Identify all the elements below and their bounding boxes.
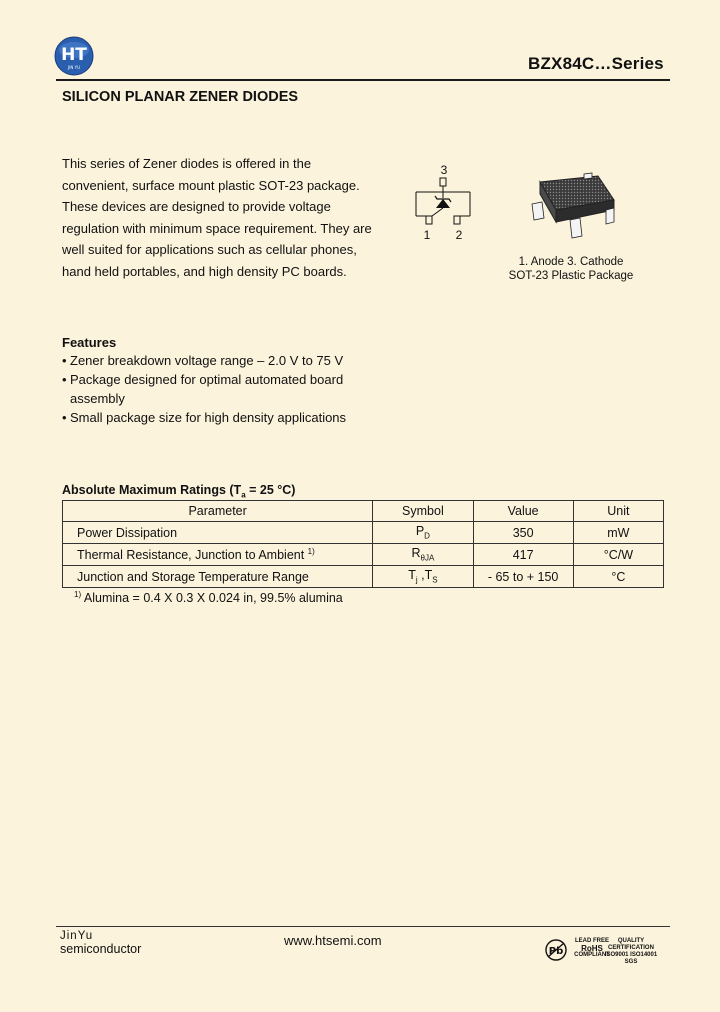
svg-text:Pb: Pb xyxy=(548,946,564,957)
parameter-cell xyxy=(63,522,373,544)
value-cell: 417 xyxy=(473,544,573,566)
unit-cell: °C/W xyxy=(573,544,663,566)
cert-text: QUALITY xyxy=(617,938,645,944)
parameter-cell xyxy=(63,544,373,566)
cert-text: COMPLIANT xyxy=(574,952,610,958)
ratings-heading-sub: a xyxy=(241,490,246,500)
pinout-schematic xyxy=(412,160,476,246)
zener-diode-symbol xyxy=(432,192,451,216)
table-row xyxy=(63,522,664,544)
symbol-text: P xyxy=(415,524,425,539)
footer-divider xyxy=(56,926,670,927)
parameter-cell xyxy=(63,566,373,588)
series-title: BZX84C…Series xyxy=(528,54,664,73)
ratings-table xyxy=(62,500,664,588)
pin-label-1: 1 xyxy=(423,228,431,242)
intro-line: hand held portables, and high density PC boards. xyxy=(62,263,347,279)
cert-text: ISO9001 ISO14001 xyxy=(604,952,658,958)
quality-certification xyxy=(598,938,664,966)
feature-text: Small package size for high density applications xyxy=(70,410,347,425)
symbol-text: ,T xyxy=(417,568,433,583)
website-link[interactable]: www.htsemi.com xyxy=(284,933,382,948)
ratings-heading-prefix: Absolute Maximum Ratings (T xyxy=(62,483,242,497)
intro-paragraph xyxy=(62,153,392,283)
ratings-heading xyxy=(62,483,295,500)
intro-line: This series of Zener diodes is offered in the xyxy=(62,156,312,171)
ratings-heading-suffix: = 25 °C) xyxy=(245,483,296,497)
package-caption xyxy=(488,255,654,283)
parameter-text: Thermal Resistance, Junction to Ambient xyxy=(77,548,308,563)
features-list xyxy=(62,351,402,427)
symbol-cell xyxy=(373,566,473,588)
parameter-text: Power Dissipation xyxy=(77,525,178,540)
feature-item xyxy=(62,370,402,408)
bullet: • xyxy=(62,410,67,425)
intro-line: well suited for applications such as cellular phones, xyxy=(62,242,357,258)
unit-cell: mW xyxy=(573,522,663,544)
document-title: SILICON PLANAR ZENER DIODES xyxy=(62,89,299,105)
table-row xyxy=(63,566,664,588)
company-name: JinYu xyxy=(60,930,94,942)
header-symbol: Symbol xyxy=(373,501,473,522)
table-header-row xyxy=(63,501,664,522)
cert-text: LEAD FREE xyxy=(574,938,609,944)
intro-line: regulation with minimum space requirement. They are xyxy=(62,220,372,236)
intro-line: These devices are designed to provide voltage xyxy=(62,199,331,215)
logo-text: HT xyxy=(61,45,87,65)
feature-item xyxy=(62,351,402,370)
table-row xyxy=(63,544,664,566)
header-parameter: Parameter xyxy=(63,501,373,522)
feature-text: Package designed for optimal automated board assembly xyxy=(70,372,344,406)
feature-text: Zener breakdown voltage range – 2.0 V to 75 V xyxy=(70,353,344,368)
symbol-cell xyxy=(373,522,473,544)
symbol-text: T xyxy=(408,568,416,583)
company-descriptor: semiconductor xyxy=(60,942,142,956)
header-value: Value xyxy=(473,501,573,522)
pin-label-3: 3 xyxy=(440,163,448,177)
header-divider xyxy=(56,79,670,81)
bullet: • xyxy=(62,372,67,387)
parameter-text: Junction and Storage Temperature Range xyxy=(77,569,309,584)
lead-free-icon xyxy=(544,938,568,962)
pin-label-2: 2 xyxy=(455,228,463,242)
rohs-mark: RoHS xyxy=(581,944,603,953)
symbol-sub: j xyxy=(415,575,418,585)
logo-subtext: JIN YU xyxy=(68,65,80,70)
company-logo xyxy=(54,36,94,76)
symbol-cell xyxy=(373,544,473,566)
package-caption-line: SOT-23 Plastic Package xyxy=(508,270,634,282)
footnote-ref: 1) xyxy=(307,546,315,556)
sot23-package-image xyxy=(522,170,622,250)
features-heading: Features xyxy=(62,335,117,350)
footnote-mark: 1) xyxy=(74,590,82,599)
symbol-text: R xyxy=(411,546,421,561)
feature-item xyxy=(62,408,402,427)
footnote-text: Alumina = 0.4 X 0.3 X 0.024 in, 99.5% alumina xyxy=(81,591,343,606)
table-footnote xyxy=(74,590,343,605)
symbol-sub: S xyxy=(432,575,438,585)
value-cell: - 65 to + 150 xyxy=(473,566,573,588)
cert-text: CERTIFICATION xyxy=(608,945,654,951)
unit-cell: °C xyxy=(573,566,663,588)
pin-caption-line: 1. Anode 3. Cathode xyxy=(518,256,624,268)
header-unit: Unit xyxy=(573,501,663,522)
value-cell: 350 xyxy=(473,522,573,544)
symbol-sub: θJA xyxy=(420,553,435,563)
symbol-sub: D xyxy=(424,531,430,541)
intro-line: convenient, surface mount plastic SOT-23 package. xyxy=(62,177,360,193)
sgs-mark: SGS xyxy=(624,959,638,965)
bullet: • xyxy=(62,353,67,368)
